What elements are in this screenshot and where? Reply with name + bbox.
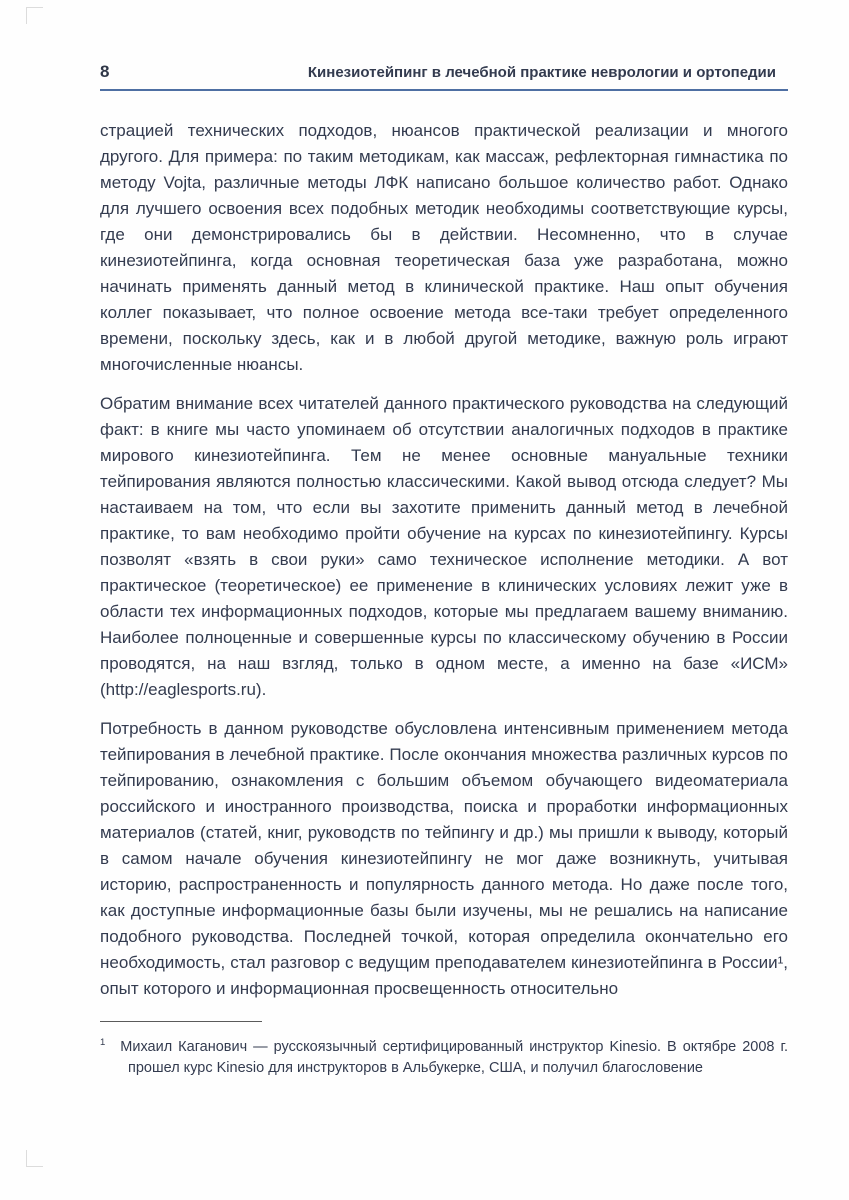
header-rule: [100, 89, 788, 91]
paragraph-3: Потребность в данном руководстве обусловлена интенсивным применением метода тейпирования в лечебной практике. После окончания множества различных курсов по тейпированию, ознакомления с большим объемом обучающего видеоматериала российского и иностранного производства, поиска и проработки информационных материалов (статей, книг, руководств по тейпингу и др.) мы пришли к выводу, который в самом начале обучения кинезиотейпингу не мог даже возникнуть, учитывая историю, распространенность и популярность данного метода. Но даже после того, как доступные информационные базы были изучены, мы не решались на написание подобного руководства. Последней точкой, которая определила окончательно его необходимость, стал разговор с ведущим преподавателем кинезиотейпинга в России¹, опыт которого и информационная просвещенность относительно: [100, 719, 788, 998]
footnote: [100, 1032, 788, 1079]
paragraph-2: Обратим внимание всех читателей данного практического руководства на следующий факт: в книге мы часто упоминаем об отсутствии аналогичных подходов в практике мирового кинезиотейпинга. Тем не менее основные мануальные техники тейпирования являются полностью классическими. Какой вывод отсюда следует? Мы настаиваем на том, что если вы захотите применить данный метод в лечебной практике, то вам необходимо пройти обучение на курсах по кинезиотейпингу. Курсы позволят «взять в свои руки» само техническое исполнение методики. А вот практическое (теоретическое) ее применение в клинических условиях лежит уже в области тех информационных подходов, которые мы предлагаем вашему вниманию. Наиболее полноценные и совершенные курсы по классическому обучению в России проводятся, на наш взгляд, только в одном месте, а именно на базе «ИСМ» (http://eaglesports.ru).: [100, 394, 788, 699]
paragraph-1: страцией технических подходов, нюансов практической реализации и многого другого. Для примера: по таким методикам, как массаж, рефлекторная гимнастика по методу Vojta, различные методы ЛФК написано большое количество работ. Однако для лучшего освоения всех подобных методик необходимы соответствующие курсы, где они демонстрировались бы в действии. Несомненно, что в случае кинезиотейпинга, когда основная теоретическая база уже разработана, можно начинать применять данный метод в клинической практике. Наш опыт обучения коллег показывает, что полное освоение метода все-таки требует определенного времени, поскольку здесь, как и в любой другой методике, важную роль играют многочисленные нюансы.: [100, 121, 788, 374]
footnote-marker: 1: [100, 1037, 106, 1048]
page-number: 8: [100, 62, 110, 81]
footnote-rule: [100, 1021, 262, 1022]
body-text: [100, 118, 788, 1002]
page-header: [100, 62, 788, 82]
running-title: Кинезиотейпинг в лечебной практике неврологии и ортопедии: [307, 64, 776, 81]
footnote-text: Михаил Каганович — русскоязычный сертифицированный инструктор Kinesio. В октябре 2008 г. прошел курс Kinesio для инструкторов в Альбукерке, США, и получил благословение: [120, 1038, 788, 1076]
footnote-section: [100, 1021, 788, 1079]
